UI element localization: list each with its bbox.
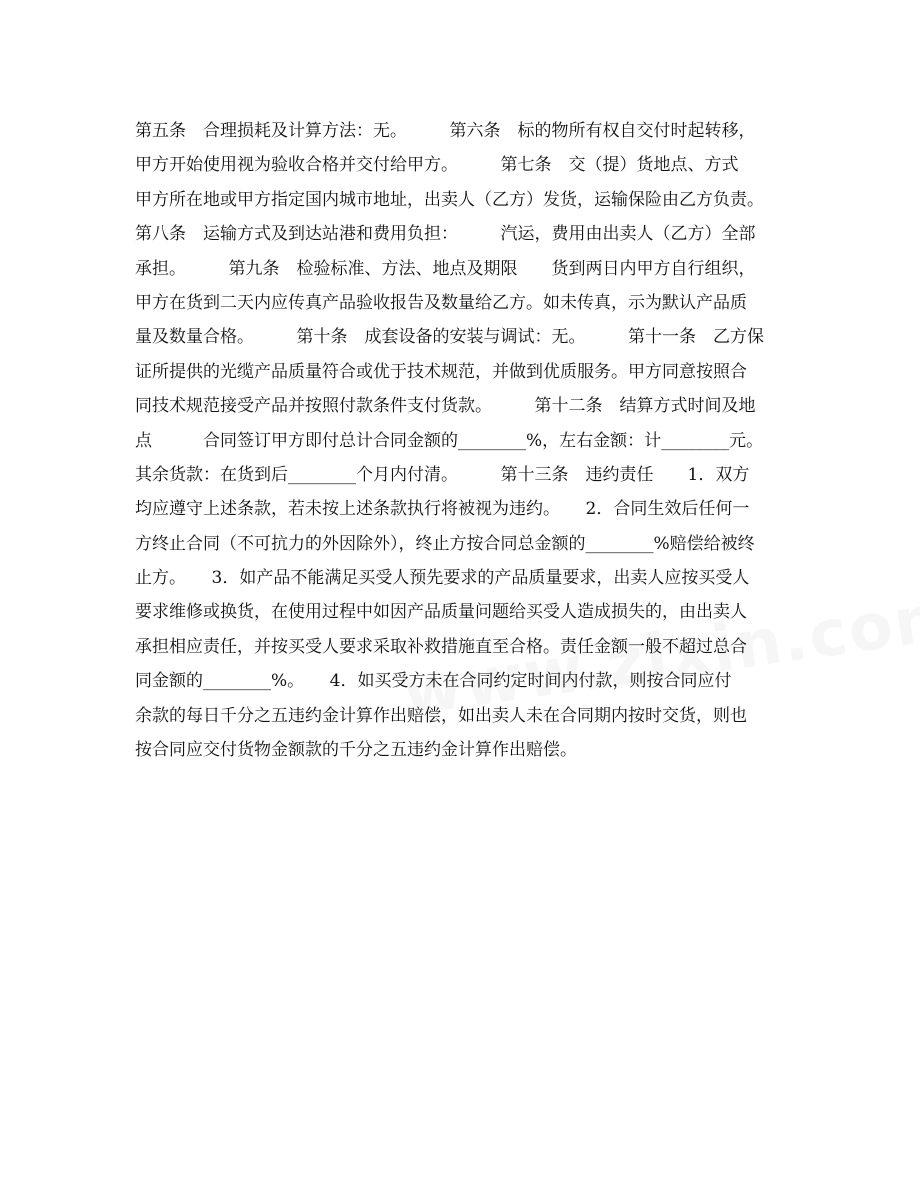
text-line-14: 止方。 3．如产品不能满足买受人预先要求的产品质量要求，出卖人应按买受人 [135,568,750,589]
text-line-1: 第五条 合理损耗及计算方法：无。 第六条 标的物所有权自交付时起转移， [135,121,756,141]
text-line-2: 甲方开始使用视为验收合格并交付给甲方。 第七条 交（提）货地点、方式 [135,155,739,176]
text-line-19: 按合同应交付货物金额款的千分之五违约金计算作出赔偿。 [135,740,577,761]
text-line-5: 承担。 第九条 检验标准、方法、地点及期限 货到两日内甲方自行组织， [135,258,756,279]
text-line-16: 承担相应责任，并按买受人要求采取补救措施直至合格。责任金额一般不超过总合 [135,636,747,657]
text-line-13: 方终止合同（不可抗力的外因除外），终止方按合同总金额的________%赔偿给被终 [135,533,755,554]
text-line-12: 均应遵守上述条款，若未按上述条款执行将被视为违约。 2．合同生效后任何一 [135,499,750,520]
text-line-9: 同技术规范接受产品并按照付款条件支付货款。 第十二条 结算方式时间及地 [135,396,756,417]
text-line-11: 其余货款：在货到后________个月内付清。 第十三条 违约责任 1．双方 [135,464,750,485]
text-line-3: 甲方所在地或甲方指定国内城市地址，出卖人（乙方）发货，运输保险由乙方负责。 [135,189,764,210]
text-line-4: 第八条 运输方式及到达站港和费用负担： 汽运，费用由出卖人（乙方）全部 [135,224,756,245]
text-line-17: 同金额的________%。 4．如买受方未在合同约定时间内付款，则按合同应付 [135,671,732,692]
text-line-10: 点 合同签订甲方即付总计合同金额的________%，左右金额：计________元。 [135,430,764,451]
text-line-7: 量及数量合格。 第十条 成套设备的安装与调试：无。 第十一条 乙方保 [135,327,764,348]
text-line-18: 余款的每日千分之五违约金计算作出赔偿，如出卖人未在合同期内按时交货，则也 [135,705,747,726]
contract-body-text [135,114,795,767]
text-line-6: 甲方在货到二天内应传真产品验收报告及数量给乙方。如未传真，示为默认产品质 [135,292,747,313]
text-line-15: 要求维修或换货，在使用过程中如因产品质量问题给买受人造成损失的，由出卖人 [135,602,747,623]
text-line-8: 证所提供的光缆产品质量符合或优于技术规范，并做到优质服务。甲方同意按照合 [135,361,747,382]
